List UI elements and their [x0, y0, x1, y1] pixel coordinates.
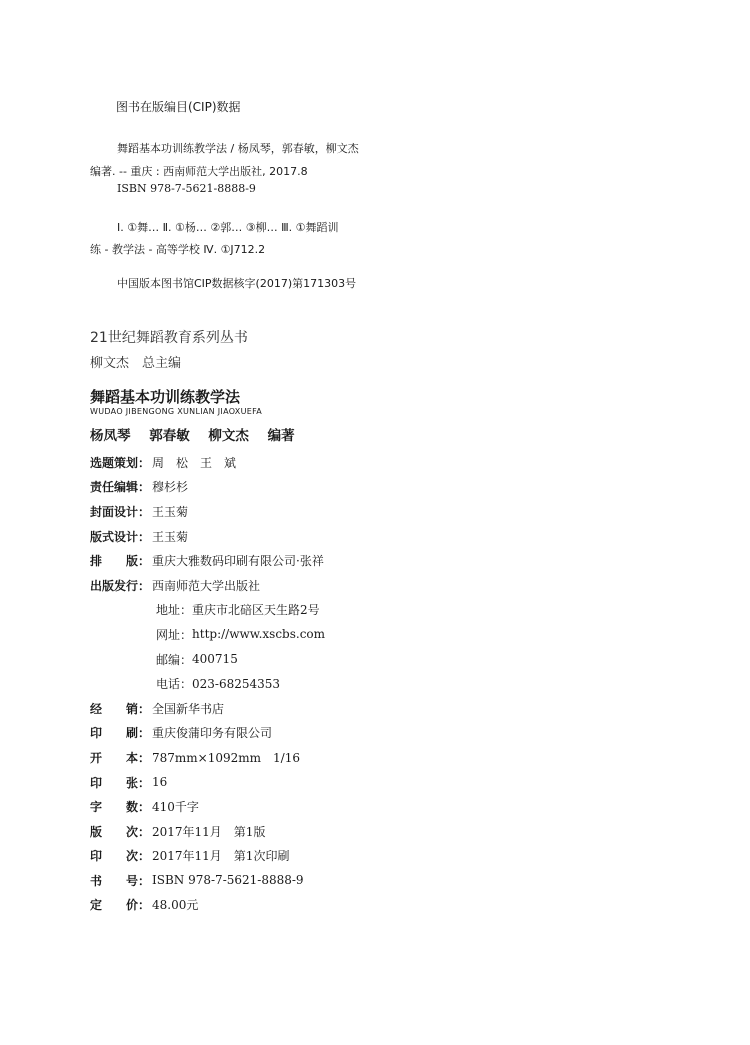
book-title: 舞蹈基本功训练教学法	[90, 388, 241, 406]
info-value: 周 松 王 斌	[152, 455, 237, 470]
info-value: 西南师范大学出版社	[152, 578, 261, 593]
info-value: 023-68254353	[192, 676, 281, 691]
info-value: 王玉菊	[152, 504, 189, 519]
info-row-edition	[90, 819, 650, 844]
info-value: ISBN 978-7-5621-8888-9	[152, 873, 304, 888]
info-label: 印 次：	[90, 849, 151, 864]
info-row-word-count	[90, 794, 650, 819]
cip-line-record-number: 中国版本图书馆CIP数据核字(2017)第171303号	[117, 277, 357, 290]
info-label: 版 次：	[90, 824, 151, 839]
cip-line-publisher: 编著. -- 重庆 : 西南师范大学出版社, 2017.8	[90, 165, 308, 178]
authors	[90, 424, 309, 444]
info-row-impression	[90, 844, 650, 869]
info-row-format	[90, 745, 650, 770]
info-value: 16	[152, 775, 168, 790]
info-value: 410千字	[152, 800, 199, 815]
info-row-printer	[90, 721, 650, 746]
info-row-isbn	[90, 868, 650, 893]
info-label: 书 号：	[90, 873, 151, 888]
info-row-cover-design	[90, 499, 650, 524]
info-row-responsible-editor	[90, 475, 650, 500]
cip-line-subjects: Ⅰ. ①舞… Ⅱ. ①杨… ②郭… ③柳… Ⅲ. ①舞蹈训	[117, 221, 339, 234]
info-label: 封面设计：	[90, 504, 151, 519]
info-row-sheets	[90, 770, 650, 795]
info-label: 责任编辑：	[90, 480, 151, 495]
info-label: 网址：	[156, 627, 193, 642]
info-row-layout-design	[90, 524, 650, 549]
info-value: 全国新华书店	[152, 701, 225, 716]
info-value: 400715	[192, 652, 238, 667]
publication-info	[90, 450, 650, 917]
info-value: 重庆市北碚区天生路2号	[192, 603, 320, 618]
info-value: 重庆俊蒲印务有限公司	[152, 726, 273, 741]
info-row-price	[90, 893, 650, 918]
info-row-publisher	[90, 573, 650, 598]
book-title-pinyin: WUDAO JIBENGONG XUNLIAN JIAOXUEFA	[90, 407, 263, 416]
info-label: 版式设计：	[90, 529, 151, 544]
info-label: 开 本：	[90, 750, 151, 765]
info-value: 重庆大雅数码印刷有限公司·张祥	[152, 554, 324, 569]
info-row-distributor	[90, 696, 650, 721]
series-name: 21世纪舞蹈教育系列丛书	[90, 330, 248, 346]
info-value: 穆杉杉	[152, 480, 189, 495]
cip-line-classification: 练 - 教学法 - 高等学校 Ⅳ. ①J712.2	[90, 243, 266, 256]
info-label: 出版发行：	[90, 578, 151, 593]
info-row-website	[90, 622, 650, 647]
info-label: 邮编：	[156, 652, 193, 667]
info-label: 印 张：	[90, 775, 151, 790]
info-row-phone	[90, 671, 650, 696]
info-label: 地址：	[156, 603, 193, 618]
info-value: 2017年11月 第1版	[152, 824, 266, 839]
info-value: http://www.xscbs.com	[192, 627, 326, 642]
cip-line-title: 舞蹈基本功训练教学法 / 杨凤琴，郭春敏，柳文杰	[117, 142, 359, 155]
info-value: 2017年11月 第1次印刷	[152, 849, 290, 864]
author-1: 杨凤琴	[90, 428, 131, 444]
info-label: 印 刷：	[90, 726, 151, 741]
info-row-topic-planning	[90, 450, 650, 475]
cip-heading: 图书在版编目(CIP)数据	[116, 100, 241, 114]
info-label: 定 价：	[90, 898, 151, 913]
info-row-address	[90, 598, 650, 623]
author-2: 郭春敏	[149, 428, 190, 444]
cip-line-isbn: ISBN 978-7-5621-8888-9	[117, 182, 256, 195]
author-role: 编著	[267, 428, 295, 444]
info-label: 排 版：	[90, 554, 151, 569]
info-row-typesetting	[90, 548, 650, 573]
info-value: 48.00元	[152, 898, 199, 913]
info-label: 字 数：	[90, 800, 151, 815]
info-label: 选题策划：	[90, 455, 151, 470]
info-row-postcode	[90, 647, 650, 672]
info-label: 电话：	[156, 677, 193, 692]
info-value: 王玉菊	[152, 529, 189, 544]
author-3: 柳文杰	[208, 428, 249, 444]
info-value: 787mm×1092mm 1/16	[152, 750, 300, 765]
info-label: 经 销：	[90, 701, 151, 716]
chief-editor: 柳文杰 总主编	[90, 356, 182, 371]
